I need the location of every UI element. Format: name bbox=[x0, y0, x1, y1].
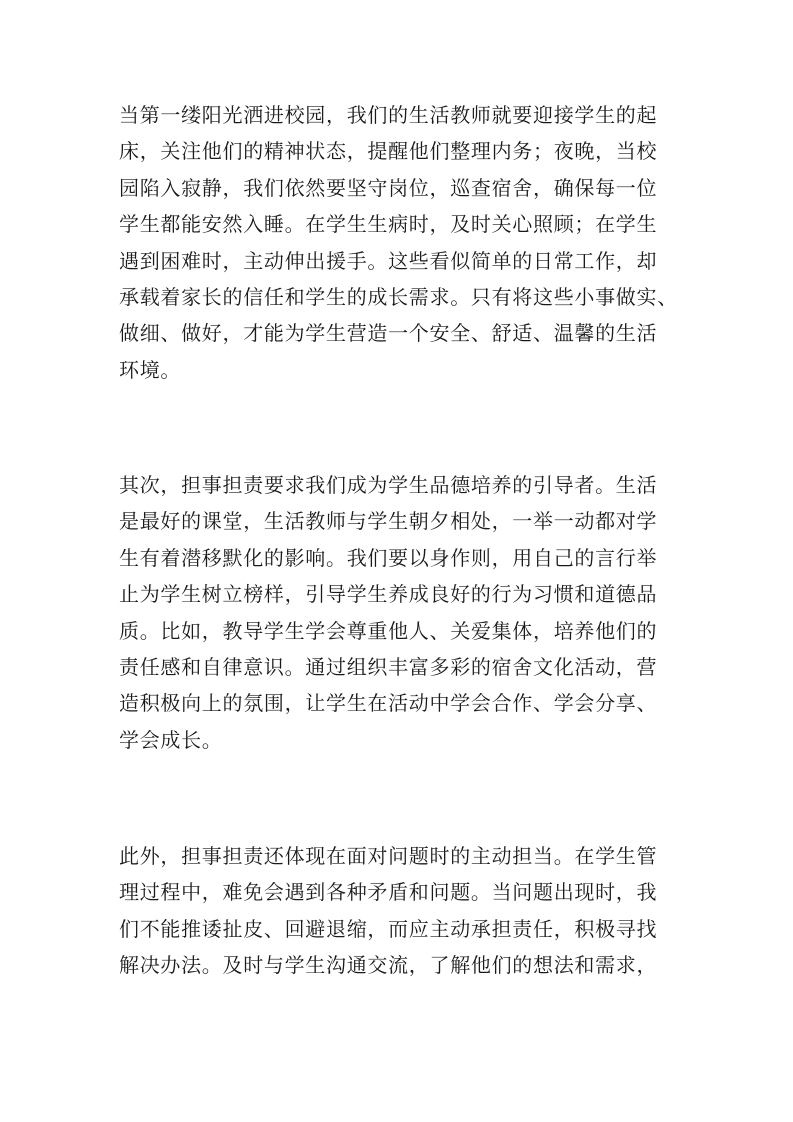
text-line: 理过程中，难免会遇到各种矛盾和问题。当问题出现时，我 bbox=[119, 880, 658, 905]
paragraph-moral-guidance bbox=[119, 467, 679, 758]
text-line: 学生都能安然入睡。在学生生病时，及时关心照顾；在学生 bbox=[119, 212, 658, 237]
text-line: 质。比如，教导学生学会尊重他人、关爱集体，培养他们的 bbox=[119, 618, 658, 643]
paragraph-daily-care bbox=[119, 97, 679, 388]
text-line: 解决办法。及时与学生沟通交流，了解他们的想法和需求， bbox=[119, 953, 658, 978]
text-line: 责任感和自律意识。通过组织丰富多彩的宿舍文化活动，营 bbox=[119, 654, 658, 679]
text-line: 其次，担事担责要求我们成为学生品德培养的引导者。生活 bbox=[119, 473, 658, 497]
text-line: 做细、做好，才能为学生营造一个安全、舒适、温馨的生活 bbox=[119, 321, 658, 346]
text-line: 们不能推诿扯皮、回避退缩，而应主动承担责任，积极寻找 bbox=[119, 916, 658, 941]
text-line: 园陷入寂静，我们依然要坚守岗位，巡查宿舍，确保每一位 bbox=[119, 175, 658, 200]
text-line: 造积极向上的氛围，让学生在活动中学会合作、学会分享、 bbox=[119, 691, 658, 716]
text-line: 止为学生树立榜样，引导学生养成良好的行为习惯和道德品 bbox=[119, 582, 658, 607]
paragraph-problem-handling bbox=[119, 838, 679, 984]
text-line: 是最好的课堂，生活教师与学生朝夕相处，一举一动都对学 bbox=[119, 509, 658, 534]
text-line: 生有着潜移默化的影响。我们要以身作则，用自己的言行举 bbox=[119, 545, 658, 570]
text-line: 学会成长。 bbox=[119, 727, 223, 752]
text-line: 此外，担事担责还体现在面对问题时的主动担当。在学生管 bbox=[119, 844, 658, 868]
text-line: 当第一缕阳光洒进校园，我们的生活教师就要迎接学生的起 bbox=[119, 103, 658, 127]
text-line: 遇到困难时，主动伸出援手。这些看似简单的日常工作，却 bbox=[119, 248, 658, 273]
text-line: 承载着家长的信任和学生的成长需求。只有将这些小事做实、 bbox=[119, 284, 678, 309]
text-line: 环境。 bbox=[119, 357, 182, 382]
text-line: 床，关注他们的精神状态，提醒他们整理内务；夜晚，当校 bbox=[119, 139, 658, 164]
